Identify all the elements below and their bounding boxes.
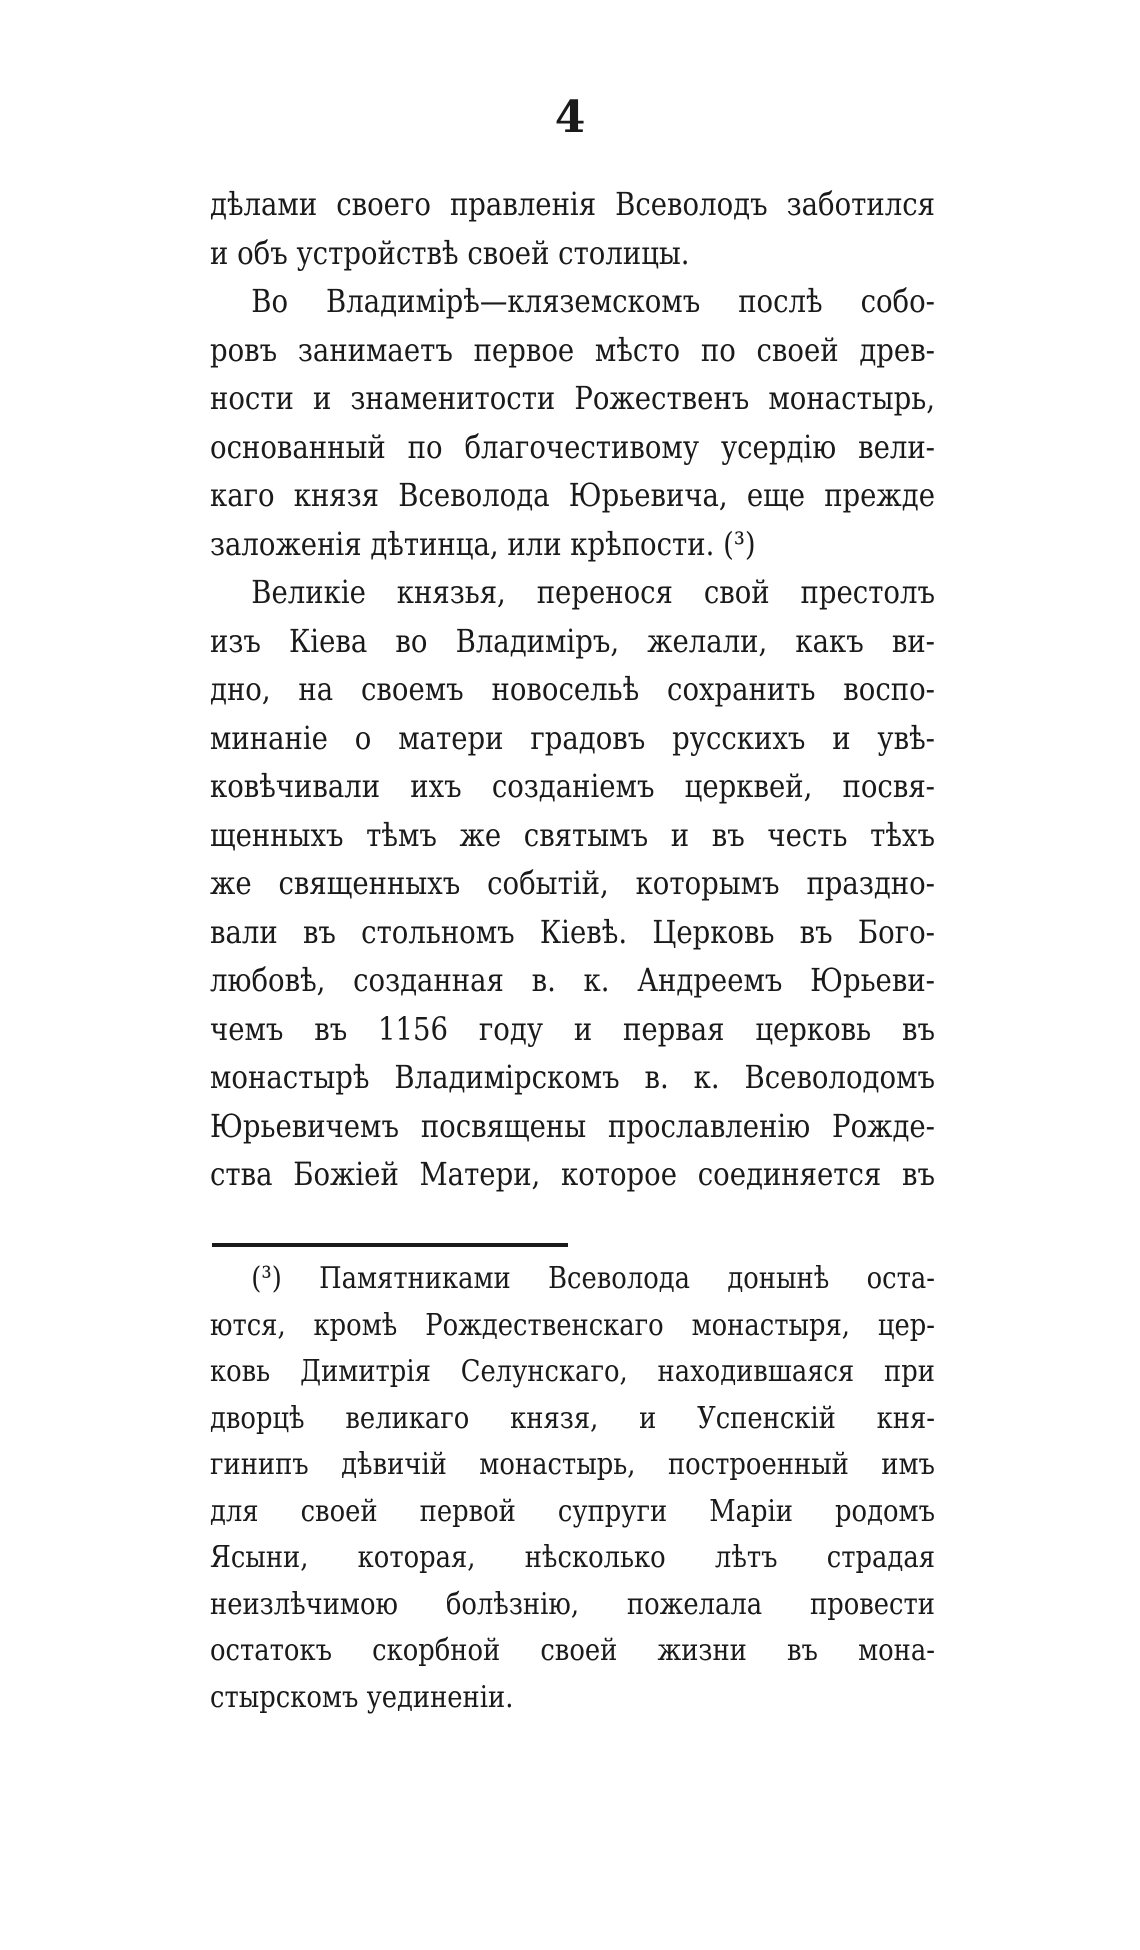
footnote-divider: [212, 1243, 568, 1247]
text-line: каго князя Всеволода Юрьевича, еще прежде: [210, 476, 935, 514]
footnote-line: Ясыни, которая, нѣсколько лѣтъ страдая: [210, 1540, 935, 1575]
footnote: [210, 1256, 935, 1721]
text-line: ности и знаменитости Рожественъ монастырь,: [210, 379, 935, 417]
text-line: Юрьевичемъ посвящены прославленію Рожде-: [210, 1106, 935, 1145]
text-line: же священныхъ событій, которымъ праздно-: [210, 864, 935, 902]
footnote-line: неизлѣчимою болѣзнію, пожелала провести: [210, 1586, 935, 1622]
text-line: Великіе князья, перенося свой престолъ: [251, 573, 935, 611]
main-text: [210, 180, 935, 1199]
text-line: вали въ стольномъ Кіевѣ. Церковь въ Бого-: [210, 912, 935, 951]
footnote-line: гинипъ дѣвичій монастырь, построенный имъ: [210, 1447, 935, 1482]
text-line: монастырѣ Владимірскомъ в. к. Всеволодомъ: [210, 1058, 935, 1096]
footnote-line: ются, кромѣ Рождественскаго монастыря, цер-: [210, 1307, 935, 1343]
page-number: 4: [554, 92, 586, 143]
text-line: ства Божіей Матери, которое соединяется въ: [210, 1155, 935, 1193]
text-line: основанный по благочестивому усердію вели-: [210, 427, 935, 466]
text-line: и объ устройствѣ своей столицы.: [210, 233, 690, 272]
footnote-line: стырскомъ уединеніи.: [210, 1679, 514, 1715]
footnote-line: для своей первой супруги Маріи родомъ: [210, 1493, 935, 1529]
text-line: изъ Кіева во Владиміръ, желали, какъ ви-: [210, 621, 935, 660]
text-line: минаніе о матери градовъ русскихъ и увѣ-: [210, 718, 935, 757]
text-line: щенныхъ тѣмъ же святымъ и въ честь тѣхъ: [210, 815, 935, 854]
text-line: заложенія дѣтинца, или крѣпости. (³): [210, 524, 756, 563]
text-line: дно, на своемъ новосельѣ сохранить воспо-: [210, 670, 935, 708]
text-line: ровъ занимаетъ первое мѣсто по своей древ-: [210, 330, 935, 369]
text-line: дѣлами своего правленія Всеволодъ заботился: [210, 185, 935, 223]
footnote-line: (³) Памятниками Всеволода донынѣ оста-: [251, 1261, 935, 1296]
footnote-line: дворцѣ великаго князя, и Успенскій кня-: [210, 1400, 935, 1436]
footnote-line: ковь Димитрія Селунскаго, находившаяся при: [210, 1354, 935, 1389]
text-line: Во Владимірѣ—кляземскомъ послѣ собо-: [251, 282, 935, 320]
text-line: любовѣ, созданная в. к. Андреемъ Юрьеви-: [210, 961, 935, 999]
text-line: чемъ въ 1156 году и первая церковь въ: [210, 1009, 935, 1048]
footnote-line: остатокъ скорбной своей жизни въ мона-: [210, 1633, 935, 1668]
text-line: ковѣчивали ихъ созданіемъ церквей, посвя-: [210, 767, 935, 805]
